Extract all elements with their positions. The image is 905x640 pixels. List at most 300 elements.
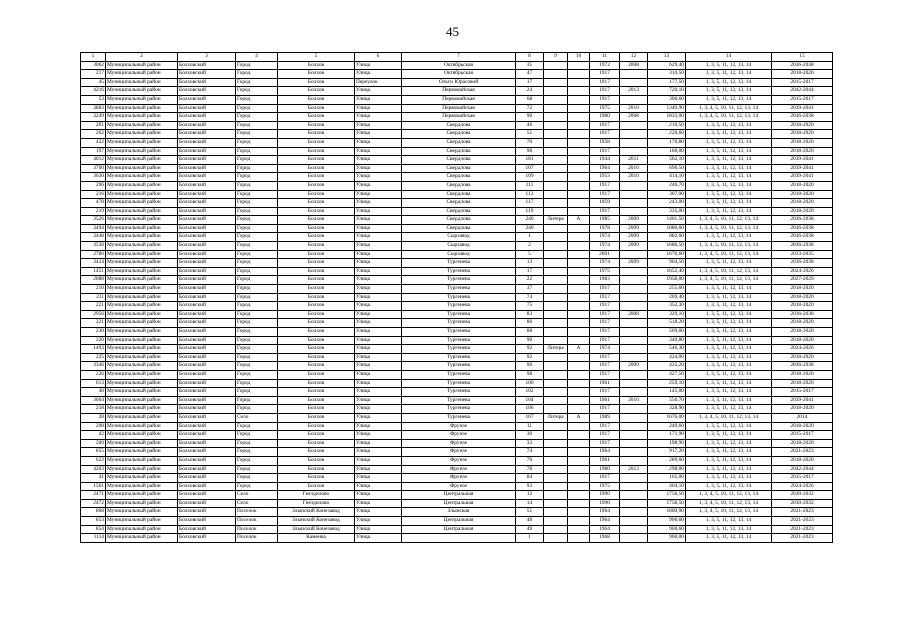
table-cell: Болхов bbox=[278, 138, 355, 147]
table-cell: 300,60 bbox=[648, 95, 686, 104]
table-cell: Город bbox=[236, 181, 278, 190]
table-cell: Муниципальный район bbox=[106, 336, 178, 345]
table-cell: 2009 bbox=[620, 242, 648, 251]
table-cell: Город bbox=[236, 448, 278, 457]
table-cell: Болховский bbox=[178, 156, 236, 165]
table-cell: 882,60 bbox=[648, 233, 686, 242]
table-cell: Свердлова bbox=[402, 173, 516, 182]
table-cell: Муниципальный район bbox=[106, 173, 178, 182]
table-cell: Улица bbox=[355, 517, 402, 526]
table-cell: 230 bbox=[81, 328, 106, 337]
table-cell bbox=[620, 267, 648, 276]
table-cell: Болховский bbox=[178, 285, 236, 294]
table-cell: 2021-2023 bbox=[772, 448, 833, 457]
table-cell bbox=[544, 431, 568, 440]
table-cell: Болховский bbox=[178, 224, 236, 233]
table-row bbox=[81, 216, 833, 225]
table-cell: 104 bbox=[516, 396, 544, 405]
table-cell: Город bbox=[236, 216, 278, 225]
table-cell: Улица bbox=[355, 285, 402, 294]
table-cell: 221 bbox=[81, 302, 106, 311]
table-cell: 1, 3, 5, 11, 12, 13, 14 bbox=[686, 396, 772, 405]
table-cell: Город bbox=[236, 345, 278, 354]
table-cell: 2010 bbox=[620, 164, 648, 173]
table-cell: 1, 3, 4, 5, 10, 11, 12, 13, 14 bbox=[686, 508, 772, 517]
table-cell bbox=[620, 336, 648, 345]
table-cell: Болхов bbox=[278, 439, 355, 448]
table-cell bbox=[568, 104, 590, 113]
table-cell: 2018-2020 bbox=[772, 199, 833, 208]
table-cell bbox=[620, 413, 648, 422]
table-cell: Улица bbox=[355, 345, 402, 354]
table-cell bbox=[620, 138, 648, 147]
table-cell: Болховский bbox=[178, 207, 236, 216]
table-cell: Муниципальный район bbox=[106, 388, 178, 397]
table-row bbox=[81, 482, 833, 491]
table-cell: 88 bbox=[516, 328, 544, 337]
table-cell: Болховский bbox=[178, 345, 236, 354]
table-row bbox=[81, 448, 833, 457]
table-cell bbox=[620, 508, 648, 517]
table-cell: Улица bbox=[355, 405, 402, 414]
table-cell: 2018-2020 bbox=[772, 456, 833, 465]
table-cell bbox=[544, 70, 568, 79]
table-cell: Свердлова bbox=[402, 156, 516, 165]
table-row bbox=[81, 250, 833, 259]
table-cell: 84 bbox=[516, 474, 544, 483]
table-cell bbox=[568, 456, 590, 465]
table-cell: Город bbox=[236, 190, 278, 199]
table-cell bbox=[568, 396, 590, 405]
table-row bbox=[81, 259, 833, 268]
table-cell: Болховский bbox=[178, 181, 236, 190]
table-cell: Свердлова bbox=[402, 207, 516, 216]
table-cell bbox=[544, 285, 568, 294]
table-cell: Тургенева bbox=[402, 310, 516, 319]
table-cell bbox=[544, 267, 568, 276]
table-cell: 1974 bbox=[590, 259, 620, 268]
table-cell bbox=[568, 70, 590, 79]
table-cell: Болхов bbox=[278, 250, 355, 259]
table-cell: 90 bbox=[516, 336, 544, 345]
table-cell bbox=[544, 199, 568, 208]
table-cell bbox=[620, 474, 648, 483]
table-cell: 2030-2032 bbox=[772, 499, 833, 508]
table-cell: Тургенева bbox=[402, 345, 516, 354]
table-cell bbox=[544, 370, 568, 379]
table-cell bbox=[568, 370, 590, 379]
table-cell bbox=[544, 482, 568, 491]
table-cell: 1, 3, 5, 11, 12, 13, 14 bbox=[686, 121, 772, 130]
table-cell: 210 bbox=[81, 285, 106, 294]
table-cell: Улица bbox=[355, 156, 402, 165]
table-cell bbox=[568, 465, 590, 474]
table-row bbox=[81, 164, 833, 173]
table-cell: Болховский bbox=[178, 448, 236, 457]
table-cell: Улица bbox=[355, 482, 402, 491]
table-row bbox=[81, 328, 833, 337]
table-cell: Муниципальный район bbox=[106, 156, 178, 165]
table-cell: Село bbox=[236, 413, 278, 422]
table-cell bbox=[568, 61, 590, 70]
table-cell: 117 bbox=[516, 199, 544, 208]
table-cell: 1917 bbox=[590, 302, 620, 311]
table-cell: 2021-2023 bbox=[772, 534, 833, 543]
table-cell: 2471 bbox=[81, 491, 106, 500]
table-cell: Город bbox=[236, 431, 278, 440]
table-cell: 1917 bbox=[590, 328, 620, 337]
table-cell: Улица bbox=[355, 388, 402, 397]
table-cell: Муниципальный район bbox=[106, 448, 178, 457]
table-cell: 11 bbox=[516, 422, 544, 431]
table-cell: 1, 3, 5, 11, 12, 13, 14 bbox=[686, 285, 772, 294]
table-cell: Болхов bbox=[278, 199, 355, 208]
table-cell: Болховский bbox=[178, 199, 236, 208]
table-cell: 2018-2020 bbox=[772, 328, 833, 337]
table-row bbox=[81, 293, 833, 302]
table-cell: Фрунзе bbox=[402, 456, 516, 465]
table-row bbox=[81, 147, 833, 156]
table-cell bbox=[620, 78, 648, 87]
table-cell: 2008 bbox=[620, 310, 648, 319]
table-cell: Улица bbox=[355, 164, 402, 173]
table-cell: 4216 bbox=[81, 87, 106, 96]
table-cell: Улица bbox=[355, 104, 402, 113]
table-cell: 2088 bbox=[81, 276, 106, 285]
table-cell: Тургенева bbox=[402, 370, 516, 379]
table-cell: 2036-2038 bbox=[772, 61, 833, 70]
table-cell: Муниципальный район bbox=[106, 517, 178, 526]
table-cell: 243,00 bbox=[648, 199, 686, 208]
table-cell bbox=[544, 259, 568, 268]
table-cell: 2009 bbox=[620, 216, 648, 225]
table-cell: Поселок bbox=[236, 525, 278, 534]
table-cell: 1, 3, 5, 11, 12, 13, 14 bbox=[686, 465, 772, 474]
table-cell: Муниципальный район bbox=[106, 482, 178, 491]
table-cell: 2015-2017 bbox=[772, 78, 833, 87]
table-cell: 3494 bbox=[81, 224, 106, 233]
table-row bbox=[81, 413, 833, 422]
table-cell: Муниципальный район bbox=[106, 216, 178, 225]
table-cell: Улица bbox=[355, 95, 402, 104]
table-cell: Свердлова bbox=[402, 164, 516, 173]
table-cell bbox=[544, 207, 568, 216]
table-cell: 2001 bbox=[590, 250, 620, 259]
table-cell: Улица bbox=[355, 508, 402, 517]
table-cell bbox=[568, 422, 590, 431]
table-cell: 1, 3, 5, 11, 12, 13, 14 bbox=[686, 517, 772, 526]
table-cell: 1, 3, 4, 5, 10, 11, 12, 13, 14 bbox=[686, 216, 772, 225]
table-cell: Болхов bbox=[278, 388, 355, 397]
table-row bbox=[81, 276, 833, 285]
table-cell: Каменка bbox=[278, 534, 355, 543]
table-cell: Улица bbox=[355, 207, 402, 216]
table-cell: Тургенева bbox=[402, 328, 516, 337]
table-row bbox=[81, 207, 833, 216]
table-cell: 98 bbox=[516, 370, 544, 379]
table-cell: Муниципальный район bbox=[106, 138, 178, 147]
table-cell: Улица bbox=[355, 336, 402, 345]
table-cell: Литера bbox=[544, 413, 568, 422]
table-cell bbox=[544, 113, 568, 122]
table-cell: 2018-2020 bbox=[772, 302, 833, 311]
table-cell: Город bbox=[236, 388, 278, 397]
table-cell: Муниципальный район bbox=[106, 224, 178, 233]
table-cell bbox=[620, 70, 648, 79]
table-cell: 96 bbox=[516, 362, 544, 371]
table-cell: 1, 3, 4, 5, 10, 11, 12, 13, 14 bbox=[686, 104, 772, 113]
table-cell: 1, 3, 4, 5, 10, 11, 12, 13, 14 bbox=[686, 491, 772, 500]
table-cell bbox=[568, 448, 590, 457]
table-cell: 202 bbox=[81, 130, 106, 139]
table-cell: Тургенева bbox=[402, 353, 516, 362]
table-cell bbox=[544, 396, 568, 405]
table-cell: Болховский bbox=[178, 276, 236, 285]
table-cell: Болховский bbox=[178, 147, 236, 156]
table-cell: Улица bbox=[355, 70, 402, 79]
table-cell: 1917 bbox=[590, 310, 620, 319]
table-cell: Гнездилово bbox=[278, 491, 355, 500]
table-cell: Болхов bbox=[278, 156, 355, 165]
table-cell: 225 bbox=[81, 353, 106, 362]
table-cell: 47 bbox=[516, 70, 544, 79]
table-cell: 904,50 bbox=[648, 259, 686, 268]
table-cell: Октябрьская bbox=[402, 70, 516, 79]
table-cell: Город bbox=[236, 113, 278, 122]
table-cell: 1451 bbox=[81, 267, 106, 276]
table-cell: Улица bbox=[355, 413, 402, 422]
table-row bbox=[81, 439, 833, 448]
table-cell bbox=[544, 439, 568, 448]
table-cell: Болхов bbox=[278, 242, 355, 251]
table-cell: Улица bbox=[355, 534, 402, 543]
table-cell: 1, 3, 5, 11, 12, 13, 14 bbox=[686, 353, 772, 362]
table-cell: Улица bbox=[355, 250, 402, 259]
table-cell: Болхов bbox=[278, 190, 355, 199]
table-cell: 1, 3, 5, 11, 12, 13, 14 bbox=[686, 345, 772, 354]
table-cell: 2042-2044 bbox=[772, 87, 833, 96]
table-cell: Муниципальный район bbox=[106, 164, 178, 173]
table-cell bbox=[568, 328, 590, 337]
table-cell: Город bbox=[236, 164, 278, 173]
table-cell: 1, 3, 5, 11, 12, 13, 14 bbox=[686, 379, 772, 388]
table-cell: Болхов bbox=[278, 465, 355, 474]
table-cell: 1, 3, 5, 11, 12, 13, 14 bbox=[686, 173, 772, 182]
table-cell: Болхов bbox=[278, 474, 355, 483]
table-cell: 2036-2038 bbox=[772, 242, 833, 251]
table-cell bbox=[544, 448, 568, 457]
table-cell: 2010 bbox=[620, 396, 648, 405]
column-header-11: 11 bbox=[590, 53, 620, 62]
table-cell: 1, 3, 5, 11, 12, 13, 14 bbox=[686, 405, 772, 414]
table-cell bbox=[620, 431, 648, 440]
table-row bbox=[81, 336, 833, 345]
table-cell: 340,80 bbox=[648, 336, 686, 345]
table-cell: 90 bbox=[516, 113, 544, 122]
table-cell bbox=[544, 491, 568, 500]
table-cell: 1, 3, 5, 11, 12, 13, 14 bbox=[686, 302, 772, 311]
table-cell: 2018-2020 bbox=[772, 422, 833, 431]
table-cell: 49 bbox=[516, 525, 544, 534]
table-cell: Болхов bbox=[278, 310, 355, 319]
table-cell: Город bbox=[236, 336, 278, 345]
table-cell bbox=[568, 517, 590, 526]
table-cell: Свердлова bbox=[402, 216, 516, 225]
column-header-2: 2 bbox=[106, 53, 178, 62]
table-cell: 2036-2038 bbox=[772, 216, 833, 225]
table-cell: Улица bbox=[355, 267, 402, 276]
table-cell: 1, 3, 5, 11, 12, 13, 14 bbox=[686, 370, 772, 379]
table-cell: 1, 3, 5, 11, 12, 13, 14 bbox=[686, 190, 772, 199]
table-cell: Болхов bbox=[278, 362, 355, 371]
table-cell bbox=[568, 285, 590, 294]
table-cell: Гнездилово bbox=[278, 499, 355, 508]
table-cell: Болховский bbox=[178, 499, 236, 508]
table-cell: Болховский bbox=[178, 474, 236, 483]
table-cell: 201 bbox=[81, 121, 106, 130]
table-cell: 2010 bbox=[620, 173, 648, 182]
table-cell: 28 bbox=[81, 413, 106, 422]
table-cell: Болхов bbox=[278, 147, 355, 156]
table-cell: 1, 3, 5, 11, 12, 13, 14 bbox=[686, 525, 772, 534]
table-cell: Город bbox=[236, 456, 278, 465]
table-row bbox=[81, 319, 833, 328]
table-row bbox=[81, 224, 833, 233]
table-cell: Болховский bbox=[178, 525, 236, 534]
table-cell: Муниципальный район bbox=[106, 190, 178, 199]
table-cell: 86 bbox=[516, 319, 544, 328]
table-cell: 98 bbox=[516, 147, 544, 156]
table-cell: 329,10 bbox=[648, 310, 686, 319]
table-cell: Фрунзе bbox=[402, 465, 516, 474]
table-cell: 113 bbox=[516, 190, 544, 199]
table-cell: Болхов bbox=[278, 70, 355, 79]
table-cell bbox=[620, 353, 648, 362]
table-cell: Болховский bbox=[178, 113, 236, 122]
table-row bbox=[81, 130, 833, 139]
table-cell: 2018-2020 bbox=[772, 207, 833, 216]
table-cell: Муниципальный район bbox=[106, 130, 178, 139]
table-cell bbox=[544, 465, 568, 474]
table-cell: Болхов bbox=[278, 285, 355, 294]
table-cell: Город bbox=[236, 224, 278, 233]
table-cell: Город bbox=[236, 362, 278, 371]
table-cell: 1080,60 bbox=[648, 224, 686, 233]
table-cell: 1964 bbox=[590, 517, 620, 526]
table-cell bbox=[620, 276, 648, 285]
table-cell: Улица bbox=[355, 276, 402, 285]
table-row bbox=[81, 285, 833, 294]
table-cell bbox=[620, 95, 648, 104]
table-cell: 167 bbox=[516, 413, 544, 422]
table-cell: 4203 bbox=[81, 465, 106, 474]
table-cell: 1758,50 bbox=[648, 499, 686, 508]
table-cell: 1917 bbox=[590, 319, 620, 328]
table-cell: 74 bbox=[516, 448, 544, 457]
table-cell: 111 bbox=[516, 181, 544, 190]
table-cell: Болховский bbox=[178, 173, 236, 182]
table-cell: 2027-2029 bbox=[772, 276, 833, 285]
table-cell: 1800,90 bbox=[648, 508, 686, 517]
table-cell bbox=[544, 310, 568, 319]
table-cell: Муниципальный район bbox=[106, 113, 178, 122]
table-cell: 32 bbox=[516, 439, 544, 448]
table-cell bbox=[544, 104, 568, 113]
table-cell: 1, 3, 4, 5, 10, 11, 12, 13, 14 bbox=[686, 413, 772, 422]
table-cell bbox=[544, 474, 568, 483]
table-cell: Улица bbox=[355, 259, 402, 268]
table-cell: 298,00 bbox=[648, 465, 686, 474]
table-cell: 1, 3, 4, 5, 10, 11, 12, 13, 14 bbox=[686, 224, 772, 233]
table-cell: Город bbox=[236, 173, 278, 182]
table-cell: Муниципальный район bbox=[106, 370, 178, 379]
table-cell: 2010 bbox=[620, 104, 648, 113]
table-cell: Улица bbox=[355, 199, 402, 208]
table-cell: Болховский bbox=[178, 328, 236, 337]
table-cell: 289,60 bbox=[648, 456, 686, 465]
table-cell: Город bbox=[236, 233, 278, 242]
table-cell: Муниципальный район bbox=[106, 250, 178, 259]
table-cell bbox=[568, 164, 590, 173]
table-cell: 2036-2038 bbox=[772, 259, 833, 268]
table-cell: 435,20 bbox=[648, 362, 686, 371]
table-cell: 1961 bbox=[590, 379, 620, 388]
table-cell bbox=[568, 242, 590, 251]
table-cell bbox=[620, 328, 648, 337]
table-cell: 1974 bbox=[590, 345, 620, 354]
table-cell: 210,50 bbox=[648, 121, 686, 130]
table-cell: 220,60 bbox=[648, 130, 686, 139]
table-cell: 1983 bbox=[590, 276, 620, 285]
table-row bbox=[81, 396, 833, 405]
table-cell: Свердлова bbox=[402, 224, 516, 233]
table-cell: 4012 bbox=[81, 156, 106, 165]
table-cell: 2013 bbox=[620, 465, 648, 474]
column-header-1: 1 bbox=[81, 53, 106, 62]
table-cell: 1, 3, 5, 11, 12, 13, 14 bbox=[686, 293, 772, 302]
table-cell: 1, 3, 5, 11, 12, 13, 14 bbox=[686, 70, 772, 79]
table-cell: 622 bbox=[81, 456, 106, 465]
table-cell: Тургенева bbox=[402, 405, 516, 414]
table-cell: Болховский bbox=[178, 190, 236, 199]
table-cell: Злынский Конезавод bbox=[278, 525, 355, 534]
table-cell: 2033-2035 bbox=[772, 250, 833, 259]
table-cell: 613 bbox=[81, 379, 106, 388]
table-cell bbox=[568, 156, 590, 165]
table-cell bbox=[568, 388, 590, 397]
table-cell bbox=[544, 190, 568, 199]
table-cell: Болхов bbox=[278, 259, 355, 268]
table-cell: 307,90 bbox=[648, 190, 686, 199]
table-cell: Улица bbox=[355, 113, 402, 122]
table-cell bbox=[568, 508, 590, 517]
table-cell: 1, 3, 5, 11, 12, 13, 14 bbox=[686, 534, 772, 543]
table-cell: 414,10 bbox=[648, 173, 686, 182]
table-row bbox=[81, 388, 833, 397]
table-cell: Улица bbox=[355, 130, 402, 139]
table-cell: 2036-2038 bbox=[772, 310, 833, 319]
table-cell: 1917 bbox=[590, 87, 620, 96]
table-row bbox=[81, 267, 833, 276]
table-cell: 160,00 bbox=[648, 147, 686, 156]
table-cell: 255,60 bbox=[648, 285, 686, 294]
table-cell: Болхов bbox=[278, 413, 355, 422]
table-cell: Литера bbox=[544, 216, 568, 225]
table-cell: Болхов bbox=[278, 319, 355, 328]
table-cell: Болхов bbox=[278, 396, 355, 405]
table-cell: 3062 bbox=[81, 61, 106, 70]
table-cell: 1964 bbox=[590, 164, 620, 173]
